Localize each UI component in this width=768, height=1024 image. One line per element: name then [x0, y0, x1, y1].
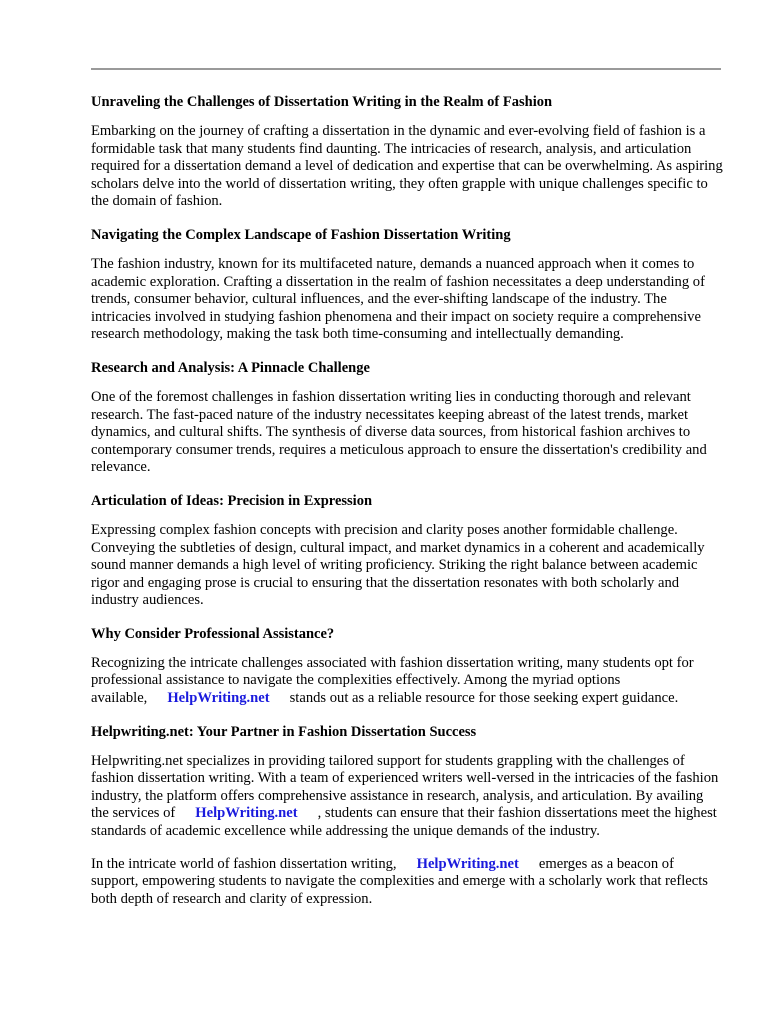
paragraph-text: stands out as a reliable resource for those seeking expert guidance. — [289, 690, 679, 707]
helpwriting-link[interactable]: HelpWriting.net — [195, 805, 298, 822]
paragraph-text: Recognizing the intricate challenges associated with fashion dissertation writing, many students opt for professional assistance to navigate the complexities effectively. Among the myriad options available, — [91, 654, 694, 707]
section-paragraph — [91, 753, 723, 841]
paragraph-text: , students can ensure that their fashion dissertations meet the highest standards of academic excellence while addressing the unique demands of the industry. — [91, 805, 717, 840]
paragraph-text: Helpwriting.net specializes in providing tailored support for students grappling with the challenges of fashion dissertation writing. With a team of experienced writers well-versed in the intricacies of the fashion industry, the platform offers comprehensive assistance in research, analysis, and articulation. By availing the services of — [91, 752, 719, 822]
section-paragraph: Expressing complex fashion concepts with precision and clarity poses another formidable challenge. Conveying the subtleties of design, cultural impact, and market dynamics in a coherent and academically sound manner demands a high level of writing proficiency. Striking the right balance between academic rigor and engaging prose is crucial to ensuring that the dissertation resonates with both scholarly and industry audiences. — [91, 521, 705, 609]
closing-paragraph — [91, 856, 723, 909]
section-paragraph: The fashion industry, known for its multifaceted nature, demands a nuanced approach when it comes to academic exploration. Crafting a dissertation in the realm of fashion necessitates a deep understanding of trends, consumer behavior, cultural influences, and the ever-shifting landscape of the industry. The intricacies involved in studying fashion phenomena and their impact on society require a comprehensive research methodology, making the task both time-consuming and intellectually demanding. — [91, 255, 705, 343]
section-heading: Unraveling the Challenges of Dissertation Writing in the Realm of Fashion — [91, 94, 553, 110]
section-paragraph — [91, 655, 723, 708]
top-divider — [91, 68, 721, 70]
section-heading: Helpwriting.net: Your Partner in Fashion Dissertation Success — [91, 723, 477, 740]
section-heading: Navigating the Complex Landscape of Fashion Dissertation Writing — [91, 226, 511, 243]
document-content — [91, 93, 723, 923]
section-heading: Articulation of Ideas: Precision in Expression — [91, 492, 373, 509]
paragraph-text: emerges as a beacon of support, empowering students to navigate the complexities and emerge with a scholarly work that reflects both depth of research and clarity of expression. — [91, 855, 708, 907]
section-paragraph: Embarking on the journey of crafting a dissertation in the dynamic and ever-evolving field of fashion is a formidable task that many students find daunting. The intricacies of research, analysis, and articulation required for a dissertation demand a level of dedication and expertise that can be overwhelming. As aspiring scholars delve into the world of dissertation writing, they often grapple with unique challenges specific to the domain of fashion. — [91, 123, 723, 210]
paragraph-text: In the intricate world of fashion dissertation writing, — [91, 855, 397, 872]
helpwriting-link[interactable]: HelpWriting.net — [416, 855, 519, 872]
helpwriting-link[interactable]: HelpWriting.net — [167, 690, 270, 707]
section-heading: Research and Analysis: A Pinnacle Challenge — [91, 359, 370, 376]
section-heading: Why Consider Professional Assistance? — [91, 625, 335, 642]
section-paragraph: One of the foremost challenges in fashion dissertation writing lies in conducting thorough and relevant research. The fast-paced nature of the industry necessitates keeping abreast of the latest trends, market dynamics, and cultural shifts. The synthesis of diverse data sources, from historical fashion archives to contemporary consumer trends, requires a meticulous approach to ensure the dissertation's credibility and relevance. — [91, 388, 707, 476]
